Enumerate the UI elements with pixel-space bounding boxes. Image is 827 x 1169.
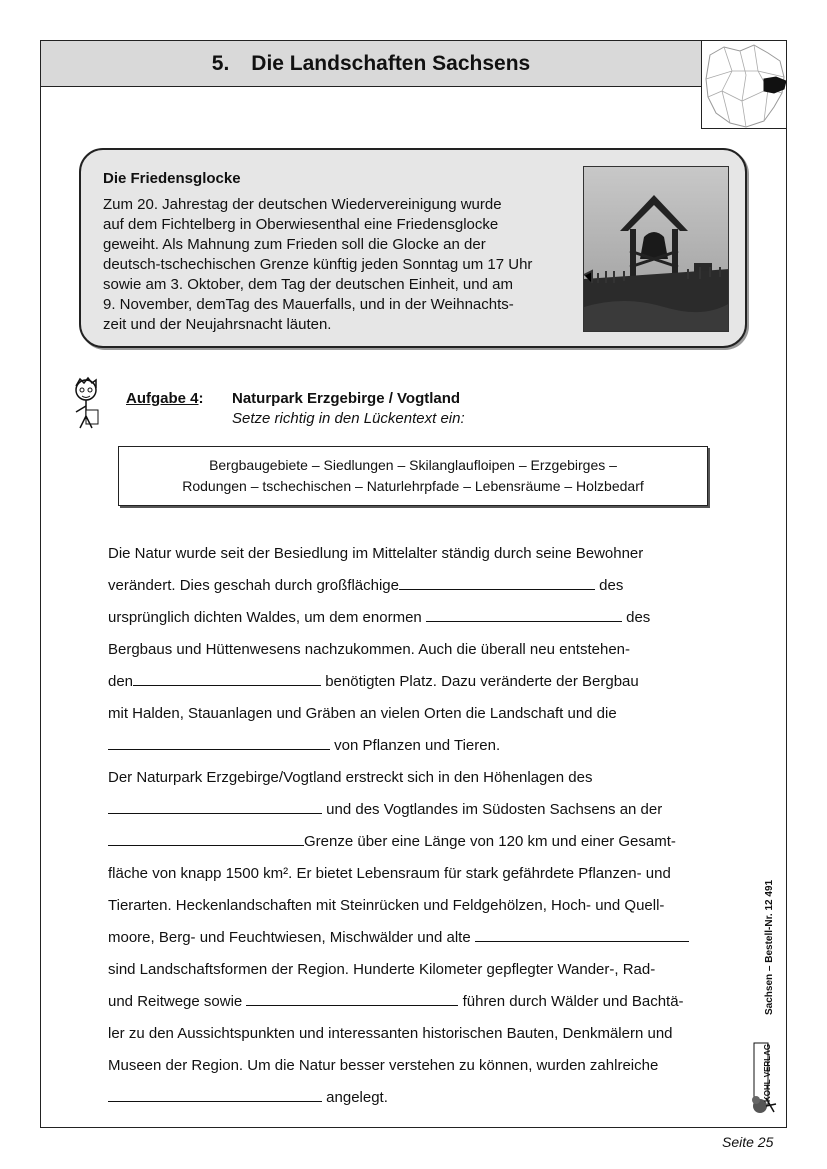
- chapter-header: [40, 40, 702, 87]
- gap-text-line: [108, 602, 718, 634]
- gap-text-line: [108, 986, 718, 1018]
- gap-text-line: [108, 762, 718, 794]
- gap-text-line: [108, 666, 718, 698]
- gap-text-segment: benötigten Platz. Dazu veränderte der Bergbau: [321, 673, 639, 690]
- gap-text-line: [108, 794, 718, 826]
- task-instruction: Setze richtig in den Lückentext ein:: [232, 410, 465, 427]
- gap-text-segment: sind Landschaftsformen der Region. Hunderte Kilometer gepflegter Wander-, Rad-: [108, 961, 656, 978]
- blank-gap[interactable]: [108, 1086, 322, 1102]
- gap-text-segment: moore, Berg- und Feuchtwiesen, Mischwälder und alte: [108, 929, 475, 946]
- task-title: Naturpark Erzgebirge / Vogtland: [232, 390, 461, 407]
- info-line: zeit und der Neujahrsnacht läuten.: [103, 316, 332, 333]
- gap-text-segment: verändert. Dies geschah durch großflächige: [108, 577, 399, 594]
- chapter-number: 5.: [211, 51, 230, 75]
- info-box-title: Die Friedensglocke: [103, 170, 241, 187]
- order-number: Sachsen – Bestell-Nr. 12 491: [764, 879, 775, 1015]
- gap-text-segment: Der Naturpark Erzgebirge/Vogtland erstreckt sich in den Höhenlagen des: [108, 769, 593, 786]
- blank-gap[interactable]: [108, 734, 330, 750]
- gap-text-segment: mit Halden, Stauanlagen und Gräben an vielen Orten die Landschaft und die: [108, 705, 617, 722]
- student-figure-icon: [70, 376, 104, 430]
- word-bank-line: Rodungen – tschechischen – Naturlehrpfade – Lebensräume – Holzbedarf: [182, 478, 644, 494]
- word-bank: [118, 446, 708, 506]
- blank-gap[interactable]: [426, 606, 622, 622]
- blank-gap[interactable]: [133, 670, 321, 686]
- blank-gap[interactable]: [108, 830, 304, 846]
- gap-text-line: [108, 1018, 718, 1050]
- gap-text-line: [108, 922, 718, 954]
- blank-gap[interactable]: [246, 990, 458, 1006]
- gap-text-segment: des: [595, 577, 624, 594]
- gap-text-segment: und Reitwege sowie: [108, 993, 247, 1010]
- publisher-name: KOHL VERLAG: [763, 1043, 772, 1102]
- gap-text-segment: des: [621, 609, 651, 626]
- word-bank-line: Bergbaugebiete – Siedlungen – Skilanglaufloipen – Erzgebirges –: [209, 457, 617, 473]
- gap-text-line: [108, 634, 718, 666]
- task-label: [126, 390, 204, 407]
- info-line: Zum 20. Jahrestag der deutschen Wiedervereinigung wurde: [103, 196, 502, 213]
- gap-text-line: [108, 538, 718, 570]
- info-line: sowie am 3. Oktober, dem Tag der deutschen Einheit, und am: [103, 276, 513, 293]
- info-box: [79, 148, 747, 348]
- gap-text-segment: Grenze über eine Länge von 120 km und einer Gesamt-: [304, 833, 676, 850]
- gap-text-line: [108, 570, 718, 602]
- gap-text-segment: von Pflanzen und Tieren.: [330, 737, 501, 754]
- info-box-text: [103, 195, 563, 335]
- task-number: Aufgabe 4: [126, 390, 199, 407]
- gap-text-line: [108, 730, 718, 762]
- gap-text-line: [108, 826, 718, 858]
- info-line: 9. November, demTag des Mauerfalls, und in der Weihnachts-: [103, 296, 514, 313]
- gap-text-segment: und des Vogtlandes im Südosten Sachsens an der: [322, 801, 663, 818]
- gap-text-segment: ursprünglich dichten Waldes, um dem enormen: [108, 609, 426, 626]
- gap-text-line: [108, 890, 718, 922]
- gap-text: [108, 538, 718, 1114]
- gap-text-segment: angelegt.: [322, 1089, 388, 1106]
- blank-gap[interactable]: [108, 798, 322, 814]
- gap-text-line: [108, 698, 718, 730]
- gap-text-segment: Museen der Region. Um die Natur besser verstehen zu können, wurden zahlreiche: [108, 1057, 659, 1074]
- gap-text-line: [108, 1050, 718, 1082]
- gap-text-line: [108, 858, 718, 890]
- gap-text-segment: führen durch Wälder und Bachtä-: [458, 993, 684, 1010]
- gap-text-segment: Tierarten. Heckenlandschaften mit Steinrücken und Feldgehölzen, Hoch- und Quell-: [108, 897, 665, 914]
- gap-text-segment: den: [108, 673, 134, 690]
- gap-text-line: [108, 1082, 718, 1114]
- blank-gap[interactable]: [399, 574, 595, 590]
- gap-text-segment: fläche von knapp 1500 km². Er bietet Lebensraum für stark gefährdete Pflanzen- und: [108, 865, 671, 882]
- peace-bell-photo: [583, 166, 729, 332]
- gap-text-line: [108, 954, 718, 986]
- gap-text-segment: Bergbaus und Hüttenwesens nachzukommen. Auch die überall neu entstehen-: [108, 641, 631, 658]
- gap-text-segment: ler zu den Aussichtspunkten und interessanten historischen Bauten, Denkmälern und: [108, 1025, 673, 1042]
- blank-gap[interactable]: [475, 926, 689, 942]
- info-line: auf dem Fichtelberg in Oberwiesenthal eine Friedensglocke: [103, 216, 499, 233]
- germany-map-icon: [701, 40, 787, 129]
- gap-text-segment: Die Natur wurde seit der Besiedlung im Mittelalter ständig durch seine Bewohner: [108, 545, 644, 562]
- info-line: geweiht. Als Mahnung zum Frieden soll die Glocke an der: [103, 236, 486, 253]
- page-number: Seite 25: [722, 1134, 774, 1150]
- task-colon: :: [198, 390, 204, 407]
- info-line: deutsch-tschechischen Grenze künftig jeden Sonntag um 17 Uhr: [103, 256, 533, 273]
- chapter-title: Die Landschaften Sachsens: [251, 51, 531, 75]
